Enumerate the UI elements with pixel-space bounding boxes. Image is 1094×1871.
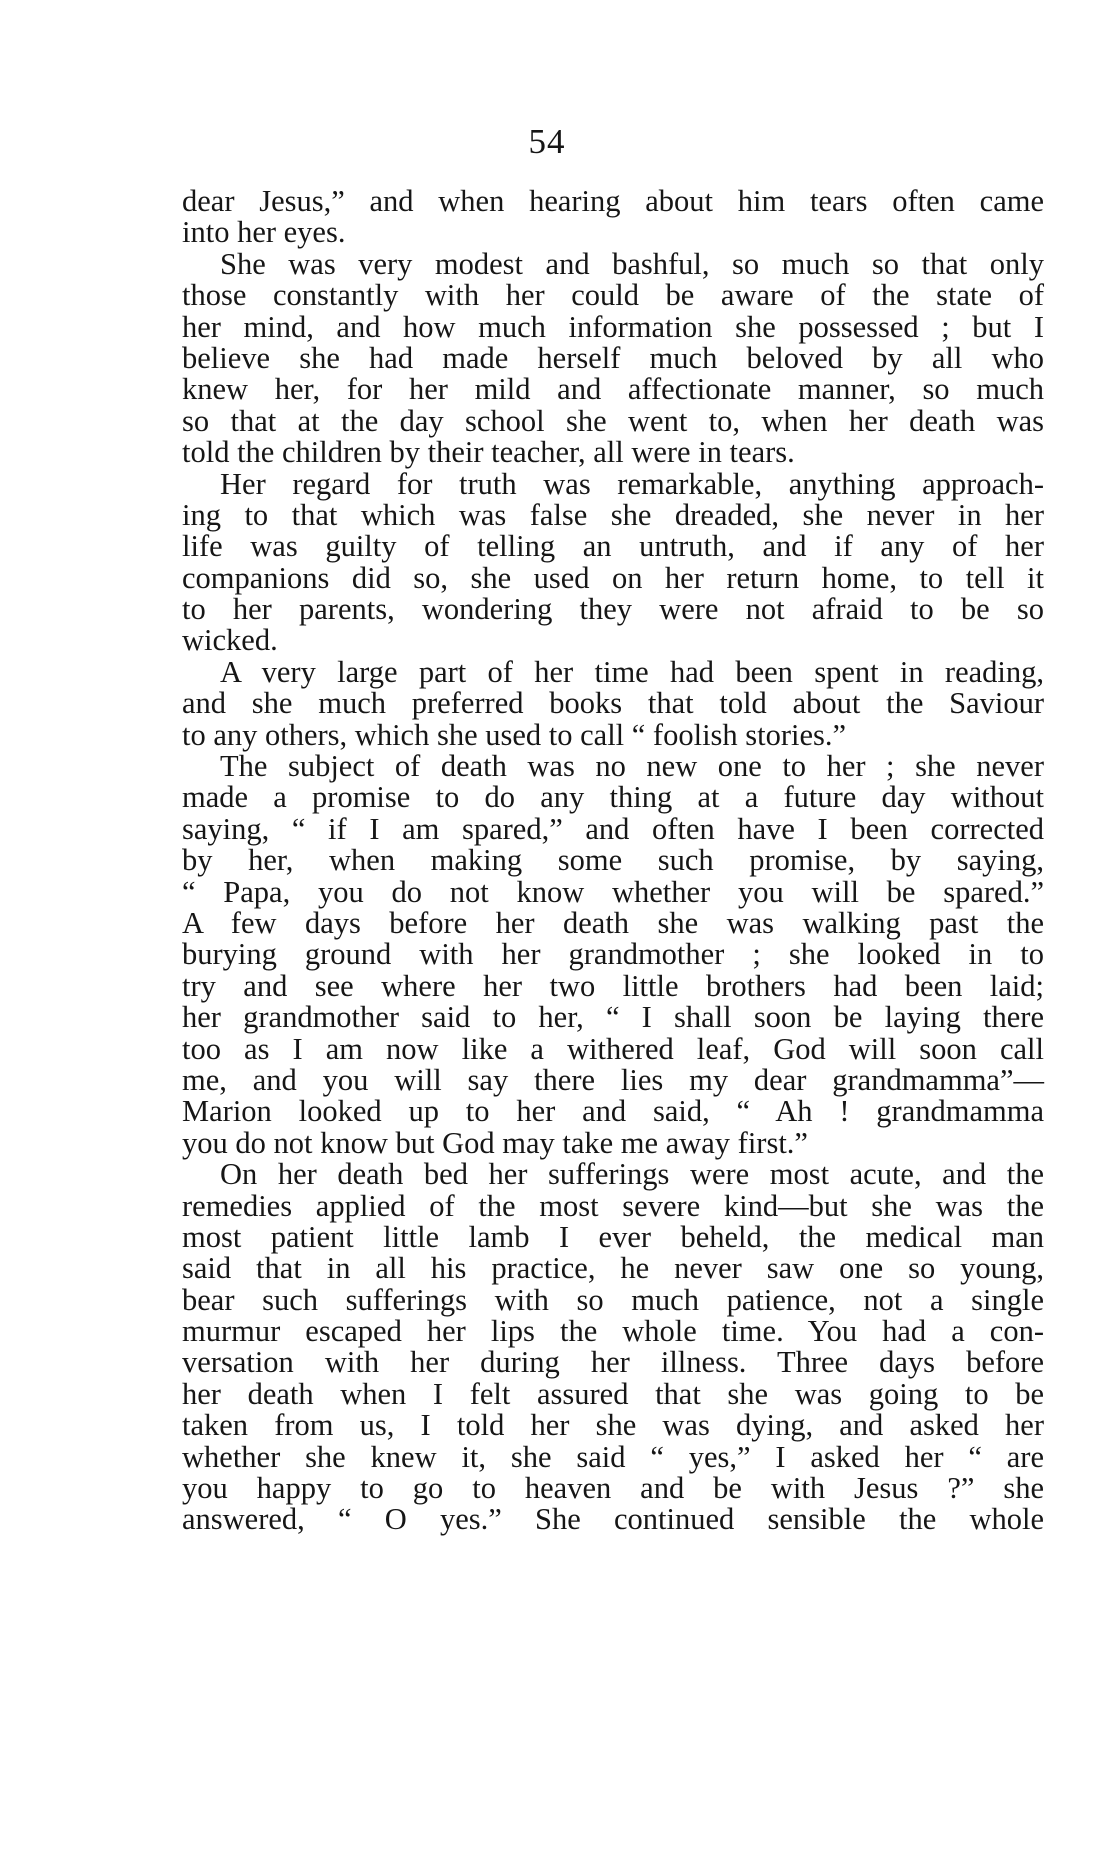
text-line: dear Jesus,” and when hearing about him tears often came <box>182 184 1044 218</box>
text-line: her death when I felt assured that she was going to be <box>182 1376 1044 1411</box>
text-line: A very large part of her time had been spent in reading, <box>220 654 1044 689</box>
text-line: and she much preferred books that told about the Saviour <box>182 686 1044 721</box>
text-line: believe she had made herself much beloved by all who <box>182 340 1044 375</box>
text-line: said that in all his practice, he never saw one so young, <box>182 1251 1044 1286</box>
text-line: bear such sufferings with so much patience, not a single <box>182 1282 1044 1317</box>
text-line: burying ground with her grandmother ; she looked in to <box>182 937 1044 972</box>
text-line: Marion looked up to her and said, “ Ah ! grandmamma <box>182 1094 1044 1129</box>
text-line: companions did so, she used on her return home, to tell it <box>182 560 1044 595</box>
text-line: so that at the day school she went to, when her death was <box>182 403 1044 438</box>
page-number: 54 <box>528 122 566 161</box>
body-text <box>182 186 1044 1536</box>
text-line: me, and you will say there lies my dear grandmamma”— <box>182 1062 1044 1097</box>
text-line: try and see where her two little brothers had been laid; <box>182 968 1044 1003</box>
text-line: She was very modest and bashful, so much so that only <box>220 246 1044 281</box>
text-line: to any others, which she used to call “ foolish stories.” <box>182 717 847 752</box>
text-line: ing to that which was false she dreaded, she never in her <box>182 497 1044 532</box>
text-line: by her, when making some such promise, by saying, <box>182 843 1044 878</box>
text-line: On her death bed her sufferings were most acute, and the <box>220 1157 1044 1192</box>
text-line: taken from us, I told her she was dying, and asked her <box>182 1408 1044 1443</box>
text-line: answered, “ O yes.” She continued sensible the whole <box>182 1502 1044 1537</box>
text-line: saying, “ if I am spared,” and often have I been corrected <box>182 811 1044 846</box>
text-line: made a promise to do any thing at a future day without <box>182 780 1044 815</box>
text-line: Her regard for truth was remarkable, anything approach- <box>220 466 1044 501</box>
text-line: her mind, and how much information she possessed ; but I <box>182 309 1044 344</box>
text-line: you do not know but God may take me away first.” <box>182 1125 808 1160</box>
text-line: told the children by their teacher, all were in tears. <box>182 435 795 470</box>
text-line: whether she knew it, she said “ yes,” I asked her “ are <box>182 1439 1044 1474</box>
text-line: wicked. <box>182 623 278 658</box>
text-line: into her eyes. <box>182 215 346 250</box>
text-line: too as I am now like a withered leaf, God will soon call <box>182 1031 1044 1066</box>
text-line: A few days before her death she was walking past the <box>182 905 1044 940</box>
text-line: knew her, for her mild and affectionate manner, so much <box>182 372 1044 407</box>
text-line: murmur escaped her lips the whole time. You had a con- <box>182 1314 1044 1349</box>
text-line: “ Papa, you do not know whether you will be spared.” <box>182 874 1044 909</box>
text-line: versation with her during her illness. Three days before <box>182 1345 1044 1380</box>
text-line: you happy to go to heaven and be with Jesus ?” she <box>182 1471 1044 1506</box>
text-line: to her parents, wondering they were not afraid to be so <box>182 592 1044 627</box>
text-line: those constantly with her could be aware of the state of <box>182 278 1044 313</box>
text-line: The subject of death was no new one to her ; she never <box>220 749 1044 784</box>
text-line: life was guilty of telling an untruth, and if any of her <box>182 529 1044 564</box>
text-line: her grandmother said to her, “ I shall soon be laying there <box>182 1000 1044 1035</box>
text-line: remedies applied of the most severe kind—but she was the <box>182 1188 1044 1223</box>
text-line: most patient little lamb I ever beheld, the medical man <box>182 1219 1044 1254</box>
